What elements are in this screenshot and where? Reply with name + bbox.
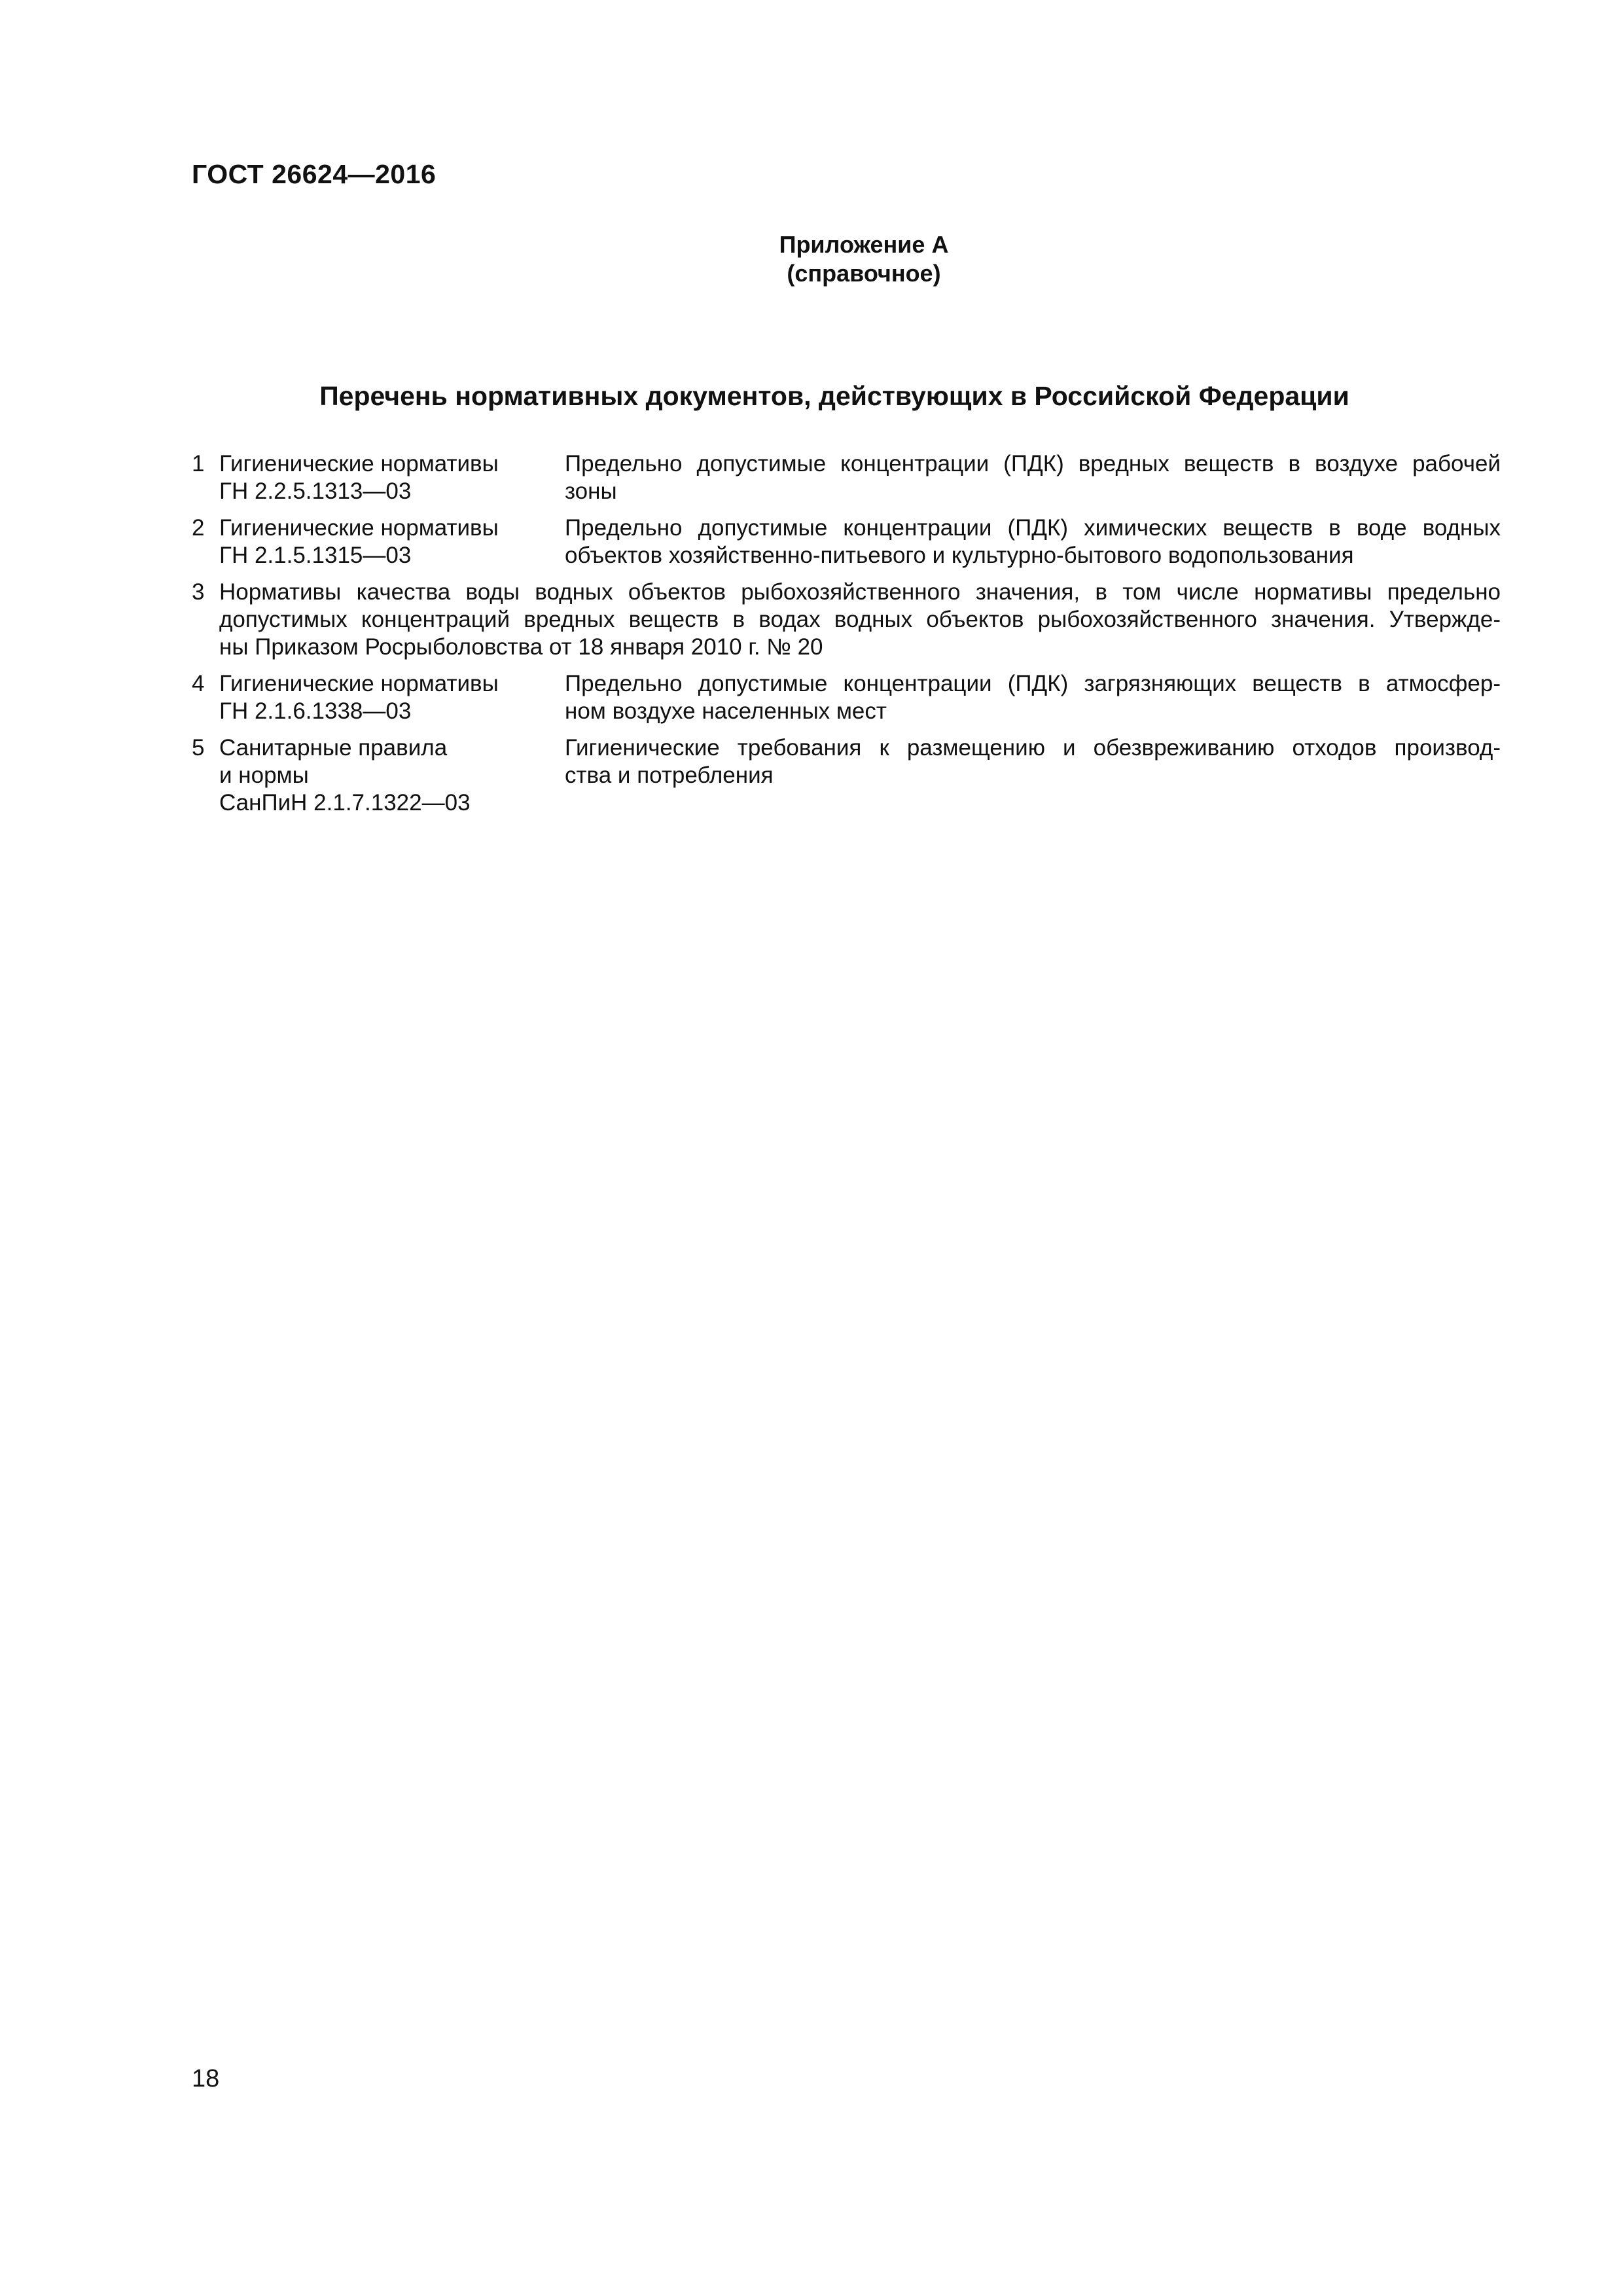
list-item: [192, 514, 1501, 569]
item-document-line: Санитарные правила: [219, 735, 448, 761]
annex-heading: [700, 230, 1027, 288]
annex-subtitle: (справочное): [787, 260, 941, 287]
item-description-line: зоны: [565, 478, 617, 504]
item-number: 4: [192, 671, 205, 696]
list-item: [192, 579, 1501, 661]
item-document: [219, 670, 565, 725]
item-document-line: ГН 2.1.5.1315—03: [219, 543, 412, 568]
item-description-line: Гигиенические требования к размещению и обезвреживанию отходов производ-: [565, 735, 1501, 761]
item-description-line: ном воздухе населенных мест: [565, 698, 887, 724]
item-description-line: ства и потребления: [565, 762, 774, 788]
item-document: [219, 734, 565, 817]
item-number: 5: [192, 735, 205, 761]
list-item: [192, 670, 1501, 725]
documents-list: [192, 450, 1501, 826]
item-description: [565, 450, 1501, 505]
item-description-line: Предельно допустимые концентрации (ПДК) химических веществ в воде водных: [565, 515, 1501, 541]
item-document-line: СанПиН 2.1.7.1322—03: [219, 790, 471, 816]
item-number: 3: [192, 579, 205, 605]
item-description-line: объектов хозяйственно-питьевого и культурно-бытового водопользования: [565, 543, 1354, 568]
item-description-line: Предельно допустимые концентрации (ПДК) вредных веществ в воздухе рабочей: [565, 451, 1501, 476]
item-document-line: и нормы: [219, 762, 309, 788]
item-number: 1: [192, 451, 205, 476]
annex-title: Приложение А: [779, 231, 949, 258]
item-number: 2: [192, 515, 205, 541]
item-document-line: Гигиенические нормативы: [219, 671, 499, 696]
item-document-line: Гигиенические нормативы: [219, 451, 499, 476]
item-document-line: ГН 2.2.5.1313—03: [219, 478, 412, 504]
item-text-line: допустимых концентраций вредных веществ в водах водных объектов рыбохозяйственного значения. Утвержде-: [219, 607, 1501, 632]
item-description: [565, 514, 1501, 569]
item-description: [565, 670, 1501, 725]
page-number: 18: [192, 2065, 220, 2092]
item-document-line: Гигиенические нормативы: [219, 515, 499, 541]
item-text-line: Нормативы качества воды водных объектов рыбохозяйственного значения, в том числе нормативы предельно: [219, 579, 1501, 605]
item-description: [565, 734, 1501, 789]
standard-number: ГОСТ 26624—2016: [192, 159, 437, 189]
list-item: [192, 450, 1501, 505]
item-text: [219, 579, 1501, 661]
list-item: [192, 734, 1501, 817]
item-document-line: ГН 2.1.6.1338—03: [219, 698, 412, 724]
item-description-line: Предельно допустимые концентрации (ПДК) загрязняющих веществ в атмосфер-: [565, 671, 1501, 696]
list-title: Перечень нормативных документов, действующих в Российской Федерации: [319, 381, 1349, 411]
item-document: [219, 514, 565, 569]
item-text-line: ны Приказом Росрыболовства от 18 января 2010 г. № 20: [219, 634, 823, 660]
item-document: [219, 450, 565, 505]
